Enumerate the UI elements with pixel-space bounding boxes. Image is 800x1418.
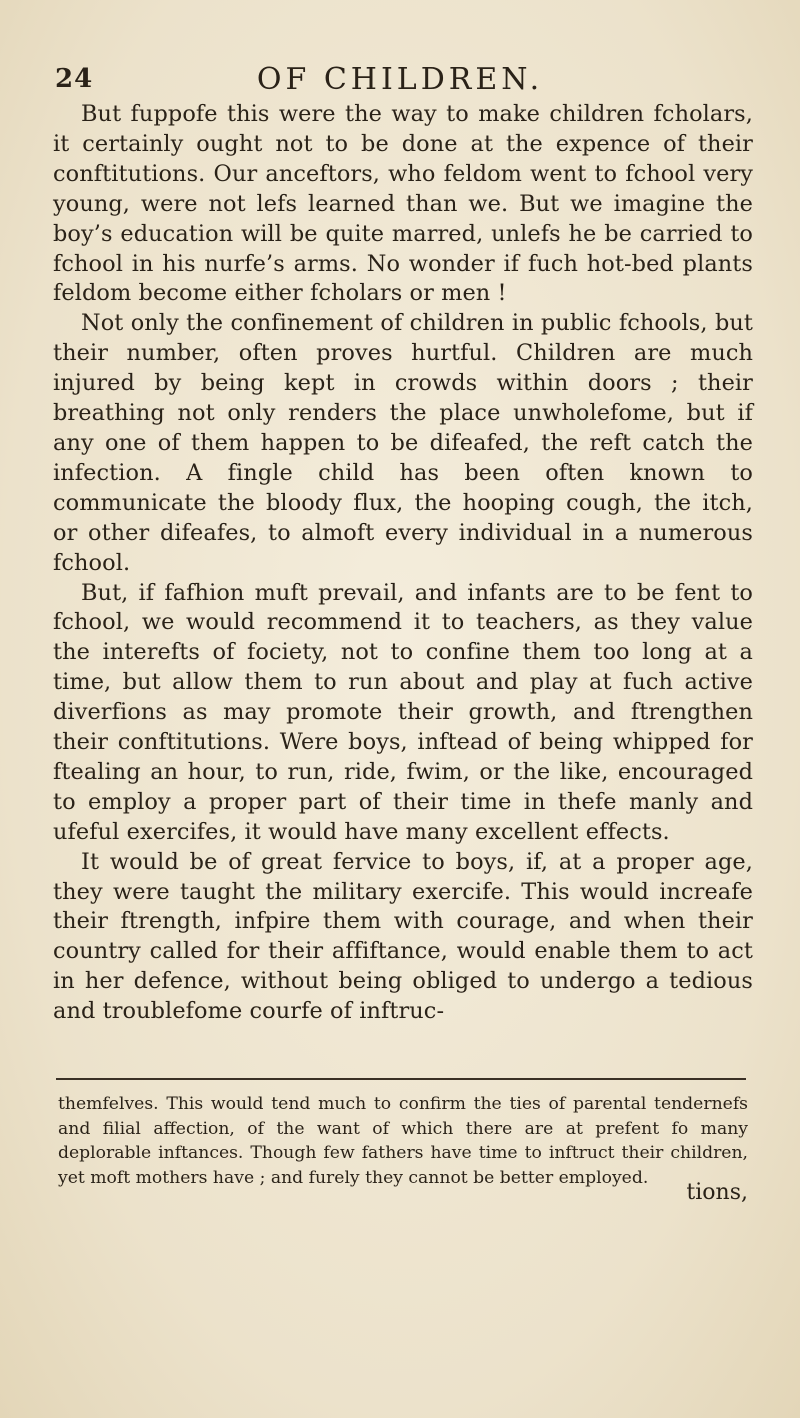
paragraph: But, if fafhion muft prevail, and infants are to be fent to fchool, we would recommend it to teachers, as they value the interefts of fociety, not to confine them too long at a time, but allow them to run about and play at fuch active diverfions as may promote their growth, and ftrengthen their conftitutions. Were boys, inftead of being whipped for ftealing an hour, to run, ride, fwim, or the like, encouraged to employ a proper part of their time in thefe manly and ufeful exercifes, it would have many excellent effects.: [53, 579, 753, 845]
paragraph: Not only the confinement of children in public fchools, but their number, often proves hurtful. Children are much injured by being kept in crowds within doors ; their breathing not only renders the place unwholefome, but if any one of them happen to be difeafed, the reft catch the infection. A fingle child has been often known to communicate the bloody flux, the hooping cough, the itch, or other difeafes, to almoft every individual in a numerous fchool.: [53, 310, 753, 576]
paragraph: But fuppofe this were the way to make children fcholars, it certainly ought not to be done at the expence of their conftitutions. Our anceftors, who feldom went to fchool very young, were not lefs learned than we. But we imagine the boy’s education will be quite marred, unlefs he be carried to fchool in his nurfe’s arms. No wonder if fuch hot-bed plants feldom become either fcholars or men !: [53, 101, 753, 307]
page-header: [55, 62, 745, 102]
footnote: themfelves. This would tend much to confirm the ties of parental tendernefs and filial affection, of the want of which there are at prefent fo many deplorable inftances. Though few fathers have time to inftruct their children, yet moft mothers have ; and furely they cannot be better employed.: [58, 1094, 748, 1188]
body-text: [53, 100, 753, 1027]
page-number: 24: [55, 64, 94, 94]
paragraph: It would be of great fervice to boys, if, at a proper age, they were taught the military exercife. This would increafe their ftrength, infpire them with courage, and when their country called for their affiftance, would enable them to act in her defence, without being obliged to undergo a tedious and troublefome courfe of inftruc-: [53, 848, 753, 1025]
running-head: OF CHILDREN.: [256, 62, 544, 97]
catchword: tions,: [686, 1180, 748, 1205]
footnote-divider: [56, 1078, 746, 1080]
